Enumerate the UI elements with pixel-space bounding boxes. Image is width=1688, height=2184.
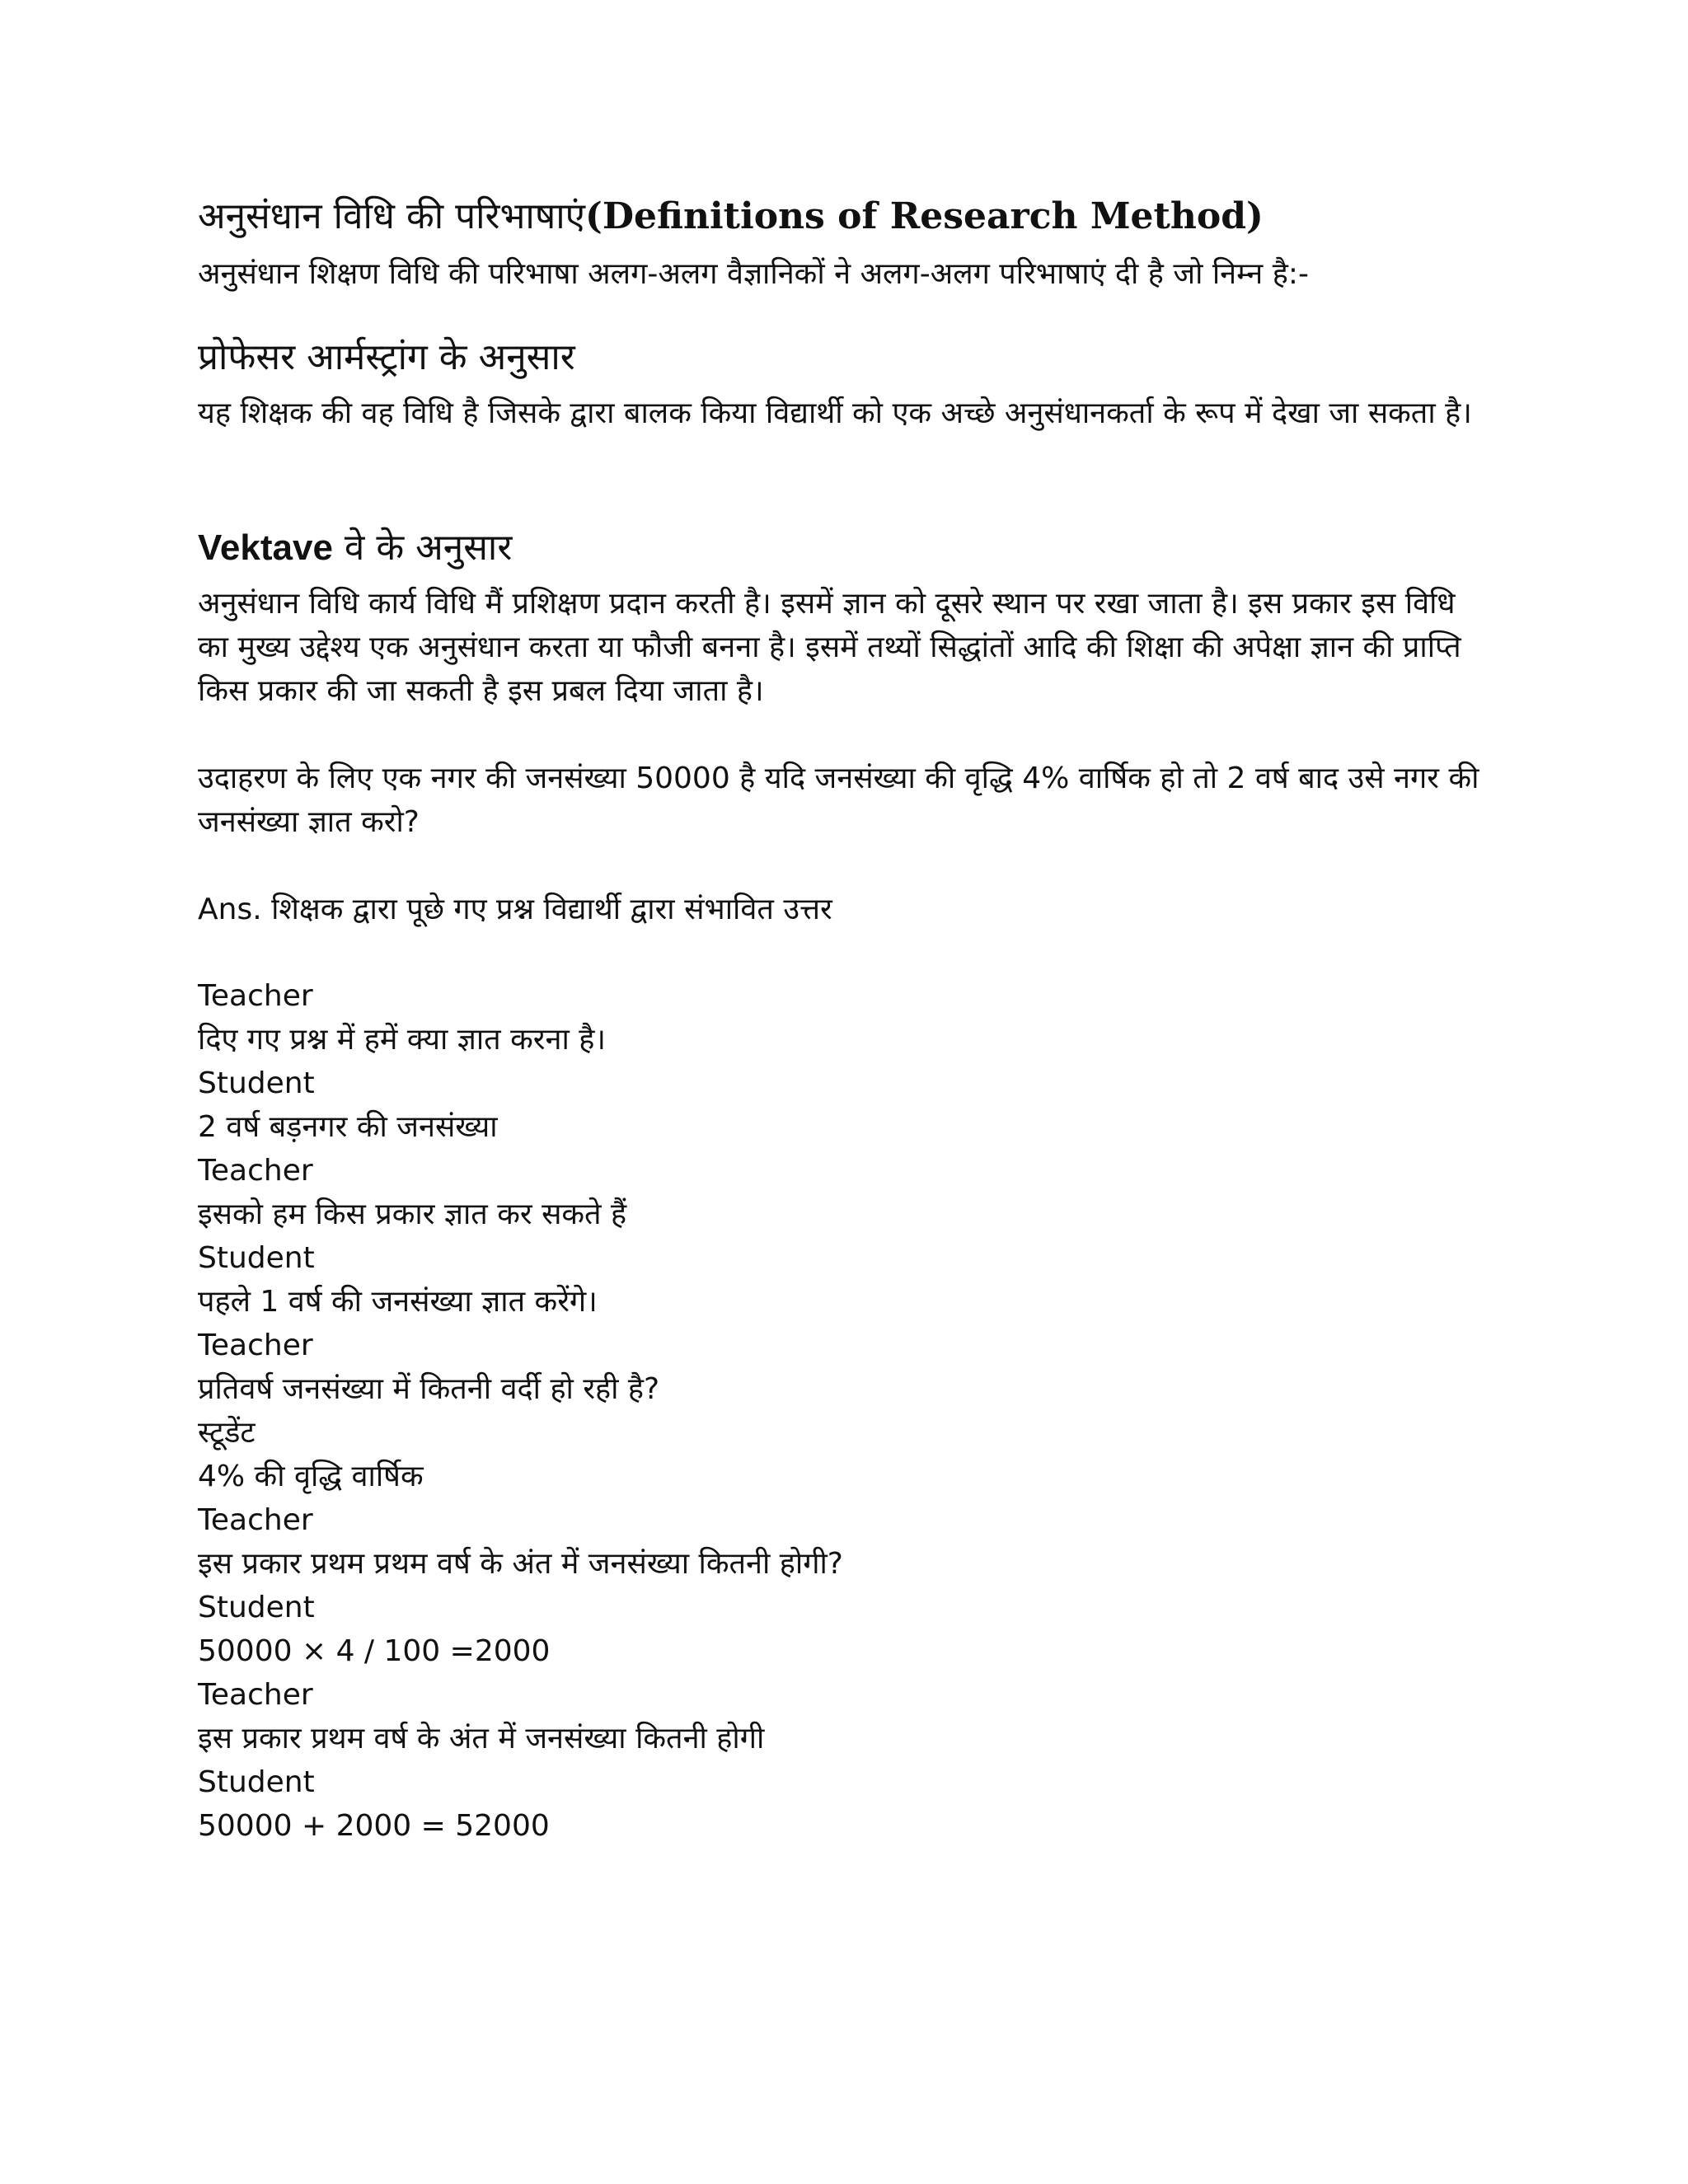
dialogue-line: Student [198,1066,315,1100]
dialogue-list [198,974,1484,1848]
dialogue-line: Teacher [198,1329,313,1362]
document-page [198,191,1484,1848]
dialogue-line: Teacher [198,979,313,1013]
dialogue-line: इस प्रकार प्रथम प्रथम वर्ष के अंत में जनसंख्या कितनी होगी? [198,1547,843,1581]
dialogue-line: 50000 + 2000 = 52000 [198,1809,550,1843]
answer-line: Ans. शिक्षक द्वारा पूछे गए प्रश्न विद्यार्थी द्वारा संभावित उत्तर [198,893,832,926]
dialogue-line: Teacher [198,1678,313,1712]
dialogue-line: 2 वर्ष बड़नगर की जनसंख्या [198,1110,498,1144]
dialogue-line: Teacher [198,1154,313,1188]
dialogue-line: दिए गए प्रश्न में हमें क्या ज्ञात करना है। [198,1023,606,1057]
vektave-heading [198,523,1484,574]
dialogue-line: Student [198,1241,315,1275]
example-paragraph: उदाहरण के लिए एक नगर की जनसंख्या 50000 है यदि जनसंख्या की वृद्धि 4% वार्षिक हो तो 2 वर्ष बाद उसे नगर की जनसंख्या ज्ञात करो? [198,762,1479,839]
vektave-heading-rest: वे के अनुसार [332,527,513,569]
dialogue-line: पहले 1 वर्ष की जनसंख्या ज्ञात करेंगे। [198,1285,598,1319]
dialogue-line: स्टूडेंट [198,1416,256,1450]
dialogue-line: Teacher [198,1503,313,1537]
dialogue-line: Student [198,1591,315,1624]
vektave-heading-name: Vektave [198,527,333,568]
vektave-paragraph: अनुसंधान विधि कार्य विधि मैं प्रशिक्षण प्रदान करती है। इसमें ज्ञान को दूसरे स्थान पर रखा जाता है। इस प्रकार इस विधि का मुख्य उद्देश्य एक अनुसंधान करता या फौजी बनना है। इसमें तथ्यों सिद्धांतों आदि की शिक्षा की अपेक्षा ज्ञान की प्राप्ति किस प्रकार की जा सकती है इस प्रबल दिया जाता है। [198,587,1461,708]
title-english: (Definitions of Research Method) [585,195,1264,237]
armstrong-paragraph: यह शिक्षक की वह विधि है जिसके द्वारा बालक किया विद्यार्थी को एक अच्छे अनुसंधानकर्ता के रूप में देखा जा सकता है। [198,396,1472,430]
page-title [198,191,1484,242]
dialogue-line: प्रतिवर्ष जनसंख्या में कितनी वर्दी हो रही है? [198,1372,660,1406]
dialogue-line: इसको हम किस प्रकार ज्ञात कर सकते हैं [198,1197,627,1231]
dialogue-line: 50000 × 4 / 100 =2000 [198,1634,551,1668]
dialogue-line: इस प्रकार प्रथम वर्ष के अंत में जनसंख्या कितनी होगी [198,1722,765,1755]
title-hindi: अनुसंधान विधि की परिभाषाएं [198,195,585,237]
intro-paragraph: अनुसंधान शिक्षण विधि की परिभाषा अलग-अलग वैज्ञानिकों ने अलग-अलग परिभाषाएं दी है जो निम्न है:- [198,257,1309,291]
dialogue-line: Student [198,1765,315,1799]
dialogue-line: 4% की वृद्धि वार्षिक [198,1460,424,1493]
armstrong-heading: प्रोफेसर आर्मस्ट्रांग के अनुसार [198,336,575,378]
